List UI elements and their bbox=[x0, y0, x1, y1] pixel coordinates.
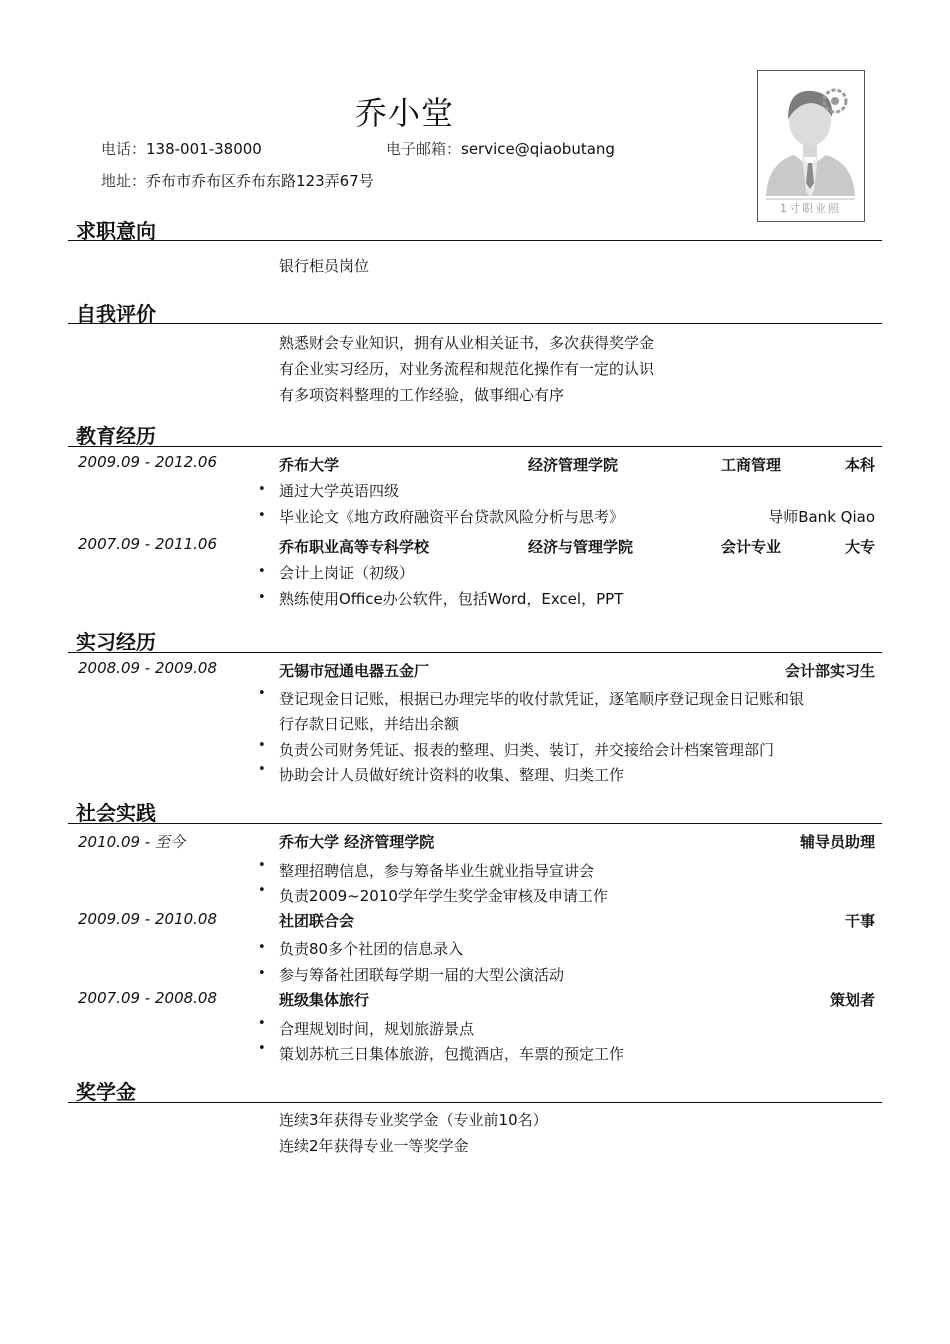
social-org: 班级集体旅行 bbox=[279, 991, 370, 1009]
section-title-social: 社会实践 bbox=[76, 801, 156, 825]
section-title-internship: 实习经历 bbox=[76, 630, 156, 654]
edu-bullet: 熟练使用Office办公软件，包括Word，Excel，PPT bbox=[279, 590, 624, 608]
intern-date: 2008.09 - 2009.08 bbox=[78, 659, 218, 677]
section-title-scholarship: 奖学金 bbox=[76, 1080, 136, 1104]
social-bullet: 策划苏杭三日集体旅游，包揽酒店，车票的预定工作 bbox=[279, 1045, 625, 1063]
section-divider bbox=[68, 240, 882, 241]
edu-college: 经济管理学院 bbox=[528, 456, 619, 474]
self-eval-item: 熟悉财会专业知识，拥有从业相关证书，多次获得奖学金 bbox=[279, 334, 655, 352]
email-label: 电子邮箱： bbox=[386, 140, 462, 158]
email-line bbox=[386, 138, 615, 159]
intern-role: 会计部实习生 bbox=[784, 662, 875, 680]
section-divider bbox=[68, 323, 882, 324]
address-line bbox=[101, 170, 374, 191]
phone-label: 电话： bbox=[101, 140, 147, 158]
social-role: 辅导员助理 bbox=[799, 833, 875, 851]
phone-value: 138-001-38000 bbox=[146, 140, 262, 158]
bullet-dot: • bbox=[258, 940, 266, 955]
edu-degree: 本科 bbox=[844, 456, 875, 474]
bullet-dot: • bbox=[258, 1016, 266, 1031]
bullet-dot: • bbox=[258, 966, 266, 981]
address-value: 乔布市乔布区乔布东路123弄67号 bbox=[146, 172, 374, 190]
scholarship-item: 连续3年获得专业奖学金（专业前10名） bbox=[279, 1111, 548, 1129]
social-org: 乔布大学 经济管理学院 bbox=[279, 833, 435, 851]
bullet-dot: • bbox=[258, 564, 266, 579]
intern-org: 无锡市冠通电器五金厂 bbox=[279, 662, 430, 680]
edu-date: 2007.09 - 2011.06 bbox=[78, 535, 218, 553]
bullet-dot: • bbox=[258, 883, 266, 898]
social-org: 社团联合会 bbox=[279, 912, 355, 930]
email-value: service@qiaobutang bbox=[461, 140, 615, 158]
bullet-dot: • bbox=[258, 1041, 266, 1056]
social-date: 2007.09 - 2008.08 bbox=[78, 989, 218, 1007]
section-title-education: 教育经历 bbox=[76, 424, 156, 448]
edu-degree: 大专 bbox=[844, 538, 875, 556]
edu-advisor: 导师Bank Qiao bbox=[768, 508, 875, 526]
bullet-dot: • bbox=[258, 482, 266, 497]
address-label: 地址： bbox=[101, 172, 147, 190]
photo-caption: 1寸职业照 bbox=[780, 202, 841, 215]
objective-item: 银行柜员岗位 bbox=[279, 257, 370, 275]
candidate-name: 乔小堂 bbox=[355, 94, 455, 132]
avatar-icon bbox=[758, 71, 863, 220]
bullet-dot: • bbox=[258, 762, 266, 777]
bullet-dot: • bbox=[258, 508, 266, 523]
bullet-dot: • bbox=[258, 738, 266, 753]
social-bullet: 负责2009~2010学年学生奖学金审核及申请工作 bbox=[279, 887, 608, 905]
edu-college: 经济与管理学院 bbox=[528, 538, 634, 556]
scholarship-item: 连续2年获得专业一等奖学金 bbox=[279, 1137, 469, 1155]
bullet-dot: • bbox=[258, 686, 266, 701]
phone-line bbox=[101, 138, 262, 159]
self-eval-item: 有多项资料整理的工作经验，做事细心有序 bbox=[279, 386, 565, 404]
social-bullet: 参与筹备社团联每学期一届的大型公演活动 bbox=[279, 966, 565, 984]
edu-bullet: 会计上岗证（初级） bbox=[279, 564, 415, 582]
section-divider bbox=[68, 652, 882, 653]
social-bullet: 整理招聘信息，参与筹备毕业生就业指导宣讲会 bbox=[279, 862, 595, 880]
intern-bullet: 协助会计人员做好统计资料的收集、整理、归类工作 bbox=[279, 766, 625, 784]
bullet-dot: • bbox=[258, 858, 266, 873]
edu-major: 会计专业 bbox=[721, 538, 782, 556]
intern-bullet: 负责公司财务凭证、报表的整理、归类、装订，并交接给会计档案管理部门 bbox=[279, 741, 775, 759]
edu-bullet: 毕业论文《地方政府融资平台贷款风险分析与思考》 bbox=[279, 508, 625, 526]
profile-photo bbox=[757, 70, 865, 222]
social-date: 2009.09 - 2010.08 bbox=[78, 910, 218, 928]
social-role: 干事 bbox=[844, 912, 875, 930]
intern-bullet-cont: 行存款日记账，并结出余额 bbox=[279, 715, 460, 733]
edu-major: 工商管理 bbox=[721, 456, 782, 474]
section-divider bbox=[68, 823, 882, 824]
bullet-dot: • bbox=[258, 590, 266, 605]
section-divider bbox=[68, 1102, 882, 1103]
section-title-self-eval: 自我评价 bbox=[76, 302, 156, 326]
edu-date: 2009.09 - 2012.06 bbox=[78, 453, 218, 471]
edu-school: 乔布大学 bbox=[279, 456, 340, 474]
edu-bullet: 通过大学英语四级 bbox=[279, 482, 400, 500]
social-bullet: 负责80多个社团的信息录入 bbox=[279, 940, 464, 958]
edu-school: 乔布职业高等专科学校 bbox=[279, 538, 430, 556]
social-bullet: 合理规划时间，规划旅游景点 bbox=[279, 1020, 475, 1038]
social-role: 策划者 bbox=[829, 991, 875, 1009]
social-date: 2010.09 - 至今 bbox=[78, 833, 185, 851]
section-title-objective: 求职意向 bbox=[76, 219, 156, 243]
section-divider bbox=[68, 446, 882, 447]
self-eval-item: 有企业实习经历，对业务流程和规范化操作有一定的认识 bbox=[279, 360, 655, 378]
intern-bullet: 登记现金日记账，根据已办理完毕的收付款凭证，逐笔顺序登记现金日记账和银 bbox=[279, 690, 805, 708]
